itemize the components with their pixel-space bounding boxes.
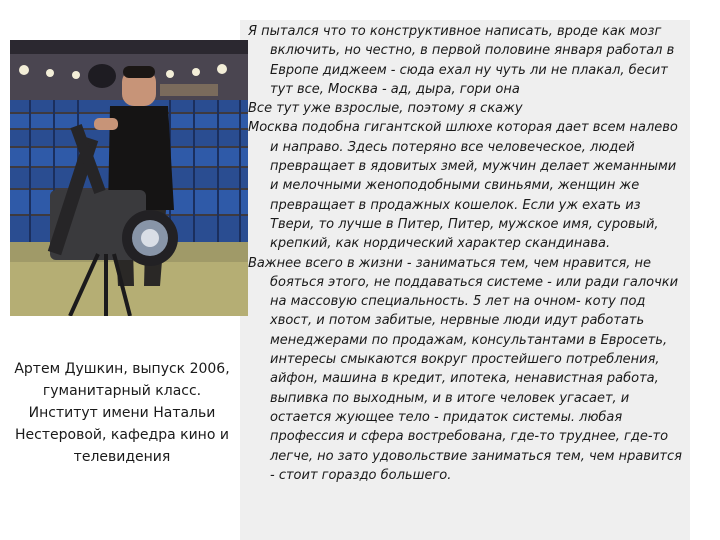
paragraph-advice: Важнее всего в жизни - заниматься тем, чем нравится, не бояться этого, не поддаваться системе - или ради галочки на массовую специальность. 5 лет на очном- коту под хвост, и потом забитые, нервные люди идут работать менеджерами по продажам, консультантами в Евросеть, интересы смыкаются вокруг простейшего потребления, айфон, машина в кредит, ипотека, ненавистная работа, выпивка по выходным, и в итоге человек угасает, и остается жующее тело - придаток системы. любая профессия и сфера востребована, где-то труднее, где-то легче, но зато удовольствие заниматься тем, чем нравится - стоит гораздо большего. — [248, 255, 682, 483]
photo-illustration — [10, 40, 248, 316]
paragraph-moscow: Москва подобна гигантской шлюхе которая дает всем налево и направо. Здесь потеряно все человеческое, людей превращает в ядовитых змей, мужчин делает жеманными и мелочными женоподобными свиньями, женщин же превращает в продажных кошелок. Если уж ехать из Твери, то лучше в Питер, Питер, мужское имя, суровый, крепкий, как нордический характер скандинава. — [248, 120, 678, 252]
auditorium-photo — [10, 40, 248, 316]
paragraph-warning: Все тут уже взрослые, поэтому я скажу — [248, 101, 523, 117]
photo-caption: Артем Душкин, выпуск 2006, гуманитарный класс. Институт имени Натальи Нестеровой, кафедра кино и телевидения — [14, 361, 230, 465]
article-text — [248, 22, 688, 485]
paragraph-intro: Я пытался что то конструктивное написать, вроде как мозг включить, но честно, в первой половине января работал в Европе диджеем - сюда ехал ну чуть ли не плакал, бесит тут все, Москва - ад, дыра, гори она — [248, 24, 675, 97]
